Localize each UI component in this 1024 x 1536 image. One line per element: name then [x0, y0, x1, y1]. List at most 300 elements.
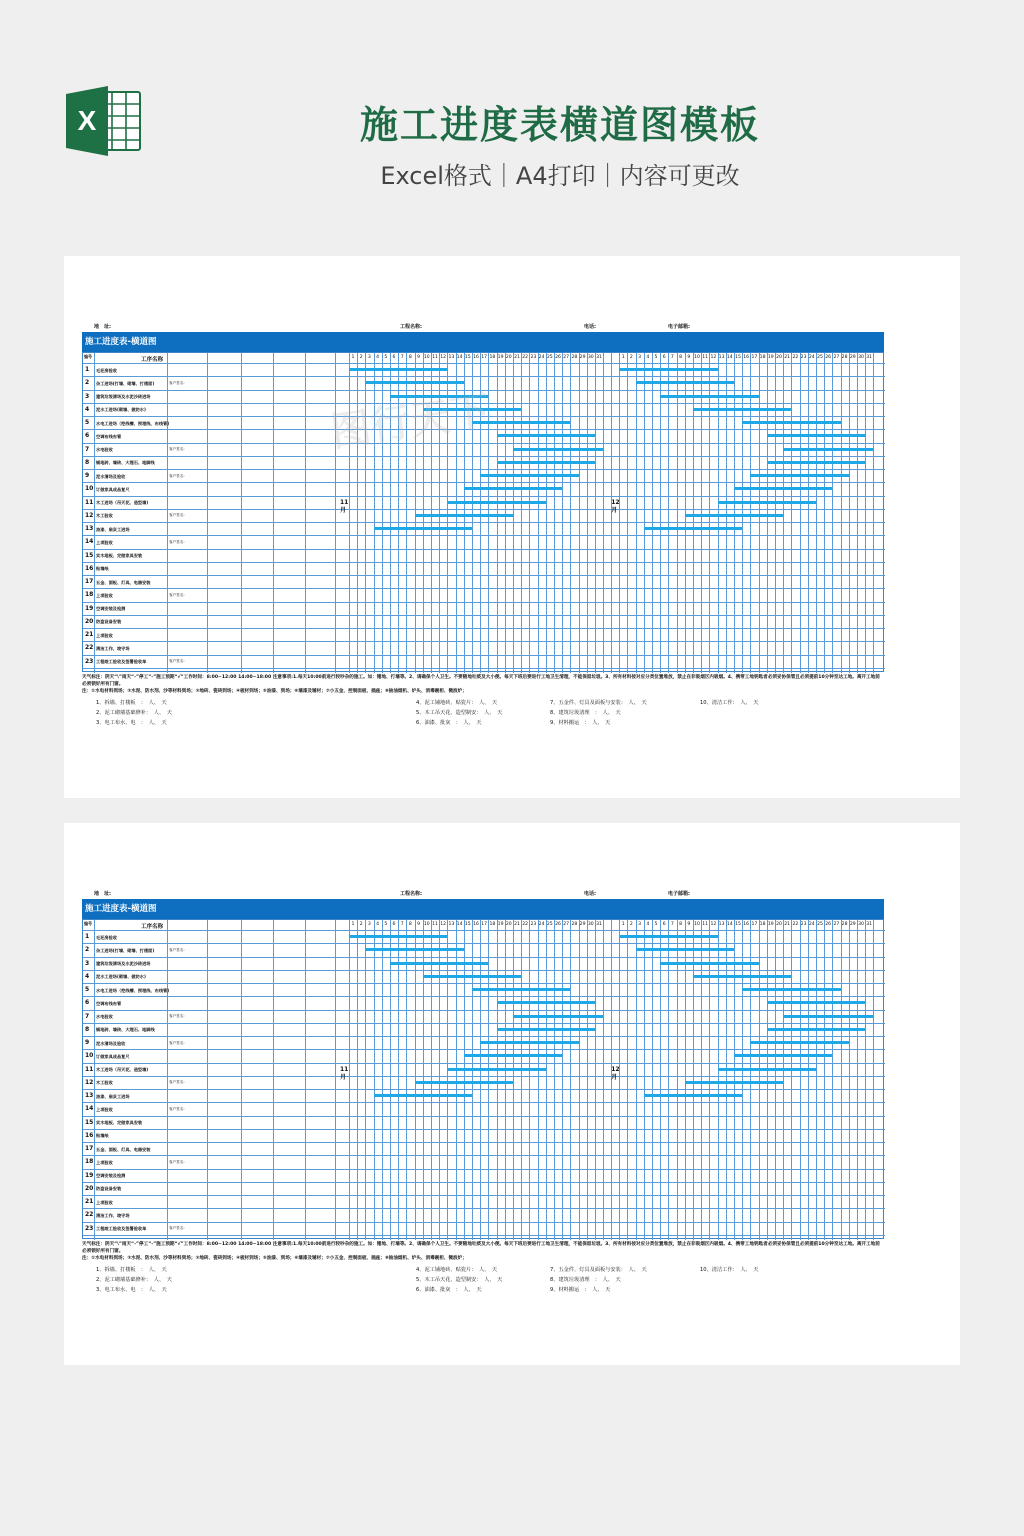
gantt-bar [660, 395, 758, 398]
row-number: 11 [85, 498, 94, 506]
row-number: 6 [85, 999, 90, 1007]
task-name: 工程竣工验收及签署验收单 [96, 1226, 147, 1232]
day-tick: 14 [456, 355, 463, 360]
day-tick: 24 [538, 355, 545, 360]
day-tick: 12 [440, 922, 447, 927]
grid-line [349, 920, 350, 1240]
grid-line [83, 1208, 885, 1209]
day-tick: 23 [800, 922, 807, 927]
grid-line [207, 353, 208, 673]
task-name: 泥水工进场(砌墙、做防水) [96, 974, 146, 980]
task-name: 空调安装及检测 [96, 1173, 126, 1179]
day-tick: 4 [646, 355, 650, 360]
sheet [82, 887, 884, 1294]
grid-line [83, 943, 885, 944]
day-tick: 10 [694, 922, 700, 927]
gantt-bar [767, 1001, 865, 1004]
note-line: 天气标注：阴天“\”雨天“-”停工“-”施工预期“√”工作时间：8:00~12:00 14:00~18:00 注意事项:1.每天10:00前进行较吵杂的施工。如：锤地、打墙等。2、请确保个人卫生。不要随地吐痰及大小便。每天下班后要进行工地卫生清理，不能保留垃圾。3、所有材料按对应分类位置堆放，禁止在非吸烟区内吸烟。4、携带工地钥匙者必须妥协保管且必须提前10分钟至达工地。离开工地前必须锁好所有门窗。 [82, 675, 880, 687]
meta-row [82, 320, 884, 332]
day-tick: 8 [408, 922, 412, 927]
client-sign: 客户签名: [169, 1040, 185, 1045]
grid-line [357, 920, 358, 1240]
row-number: 13 [85, 525, 94, 533]
client-sign: 客户签名: [169, 380, 185, 385]
grid-line [841, 920, 842, 1240]
grid-line [83, 376, 885, 377]
day-tick: 6 [662, 922, 666, 927]
grid-line [865, 353, 866, 673]
gantt-bar [497, 434, 595, 437]
month-label: 11月 [340, 1066, 349, 1081]
task-name: 杂工进场(打墙、砌墙、打楼面) [96, 947, 155, 953]
day-tick: 3 [638, 922, 642, 927]
grid-line [816, 920, 817, 1240]
gantt-bar [513, 448, 603, 451]
row-number: 5 [85, 986, 90, 994]
client-sign: 客户签名: [169, 1226, 185, 1231]
grid-line [83, 983, 885, 984]
gantt-bar [415, 514, 513, 517]
grid-line [241, 353, 242, 673]
day-tick: 18 [489, 355, 496, 360]
day-tick: 17 [751, 355, 758, 360]
grid-line [83, 1129, 885, 1130]
row-number: 15 [85, 1118, 94, 1126]
day-tick: 20 [505, 355, 512, 360]
gantt-bar [718, 501, 816, 504]
roster-item: 9、材料搬运 ： 人、 天 [550, 1287, 611, 1293]
grid-line [83, 957, 885, 958]
grid-line [832, 353, 833, 673]
meta-address: 地 址: [94, 324, 111, 330]
row-number: 18 [85, 591, 94, 599]
row-number: 21 [85, 631, 94, 639]
day-tick: 18 [759, 922, 766, 927]
grid-line [241, 920, 242, 1240]
grid-line [668, 920, 669, 1240]
task-name: 毛坯房验收 [96, 934, 117, 940]
day-tick: 7 [670, 355, 674, 360]
grid-line [865, 920, 866, 1240]
day-tick: 8 [679, 355, 683, 360]
gantt-bar [513, 1015, 603, 1018]
day-tick: 9 [417, 355, 421, 360]
day-tick: 5 [384, 922, 388, 927]
grid-line [83, 628, 885, 629]
day-tick: 28 [841, 355, 848, 360]
grid-line [652, 353, 653, 673]
grid-line [579, 920, 580, 1240]
roster-item: 3、电工布水、电 ： 人、 天 [96, 720, 167, 726]
gantt-bar [693, 975, 791, 978]
gantt-bar [447, 501, 545, 504]
gantt-bar [767, 1028, 865, 1031]
day-tick: 10 [423, 922, 430, 927]
row-number: 23 [85, 657, 94, 665]
row-number: 22 [85, 644, 94, 652]
grid-line [83, 668, 885, 669]
day-tick: 4 [376, 922, 380, 927]
grid-line [83, 1222, 885, 1223]
day-tick: 31 [596, 355, 602, 360]
page-header [0, 0, 1024, 256]
grid-line [83, 1142, 885, 1143]
col-no-header: 编号 [84, 921, 92, 926]
grid-line [83, 1116, 885, 1117]
day-tick: 24 [808, 355, 815, 360]
task-name: 订做家具成品复尺 [96, 486, 130, 492]
day-tick: 9 [417, 922, 421, 927]
client-sign: 客户签名: [169, 1014, 185, 1019]
gantt-bar [497, 1028, 595, 1031]
day-tick: 23 [530, 922, 537, 927]
grid-line [83, 1010, 885, 1011]
roster-item: 1、拆墙、打楼板 ： 人、 天 [96, 1267, 167, 1273]
day-tick: 6 [392, 355, 396, 360]
client-sign: 客户签名: [169, 513, 185, 518]
gantt-bar [693, 408, 791, 411]
meta-project: 工程名称: [400, 891, 422, 897]
day-tick: 25 [817, 922, 823, 927]
row-number: 14 [85, 1105, 94, 1113]
roster [82, 695, 884, 727]
row-number: 16 [85, 1131, 94, 1139]
grid-line [587, 920, 588, 1240]
grid-line [521, 920, 522, 1240]
task-name: 上项验收 [96, 539, 113, 545]
task-name: 水电验收 [96, 1014, 113, 1020]
grid-line [83, 615, 885, 616]
gantt-bar [497, 461, 595, 464]
grid-line [808, 353, 809, 673]
grid-line [808, 920, 809, 1240]
day-tick: 16 [743, 355, 750, 360]
client-sign: 客户签名: [169, 947, 185, 952]
task-name: 铺地砖、墙砖、大理石、地脚线 [96, 460, 155, 466]
day-tick: 13 [448, 355, 455, 360]
gantt-bar [685, 514, 783, 517]
grid-line [652, 920, 653, 1240]
day-tick: 9 [687, 922, 691, 927]
task-name: 订做家具成品复尺 [96, 1053, 130, 1059]
grid-line [83, 602, 885, 603]
day-tick: 28 [841, 922, 848, 927]
day-tick: 11 [432, 922, 438, 927]
task-name: 毛坯房验收 [96, 367, 117, 373]
gantt-bar [480, 474, 578, 477]
grid-line [816, 353, 817, 673]
grid-line [849, 920, 850, 1240]
gantt-bar [464, 1054, 562, 1057]
grid-line [83, 1089, 885, 1090]
grid-line [538, 353, 539, 673]
grid-line [644, 353, 645, 673]
grid-line [636, 920, 637, 1240]
task-name: 清洁工作、竣守场 [96, 645, 130, 651]
day-tick: 26 [555, 922, 561, 927]
gantt-bar [636, 948, 734, 951]
day-tick: 2 [359, 355, 363, 360]
day-tick: 11 [702, 355, 709, 360]
day-tick: 21 [784, 922, 791, 927]
day-tick: 15 [735, 355, 741, 360]
row-number: 17 [85, 1145, 94, 1153]
day-tick: 8 [679, 922, 683, 927]
row-number: 13 [85, 1092, 94, 1100]
roster-item: 10、清洁工作： 人、 天 [700, 1267, 759, 1273]
row-number: 7 [85, 445, 90, 453]
day-tick: 19 [497, 355, 504, 360]
row-number: 8 [85, 458, 90, 466]
grid-line [857, 920, 858, 1240]
client-sign: 客户签名: [169, 1106, 185, 1111]
gantt-bar [767, 461, 865, 464]
day-tick: 19 [767, 922, 774, 927]
day-tick: 13 [448, 922, 455, 927]
grid-line [603, 920, 604, 1240]
row-number: 8 [85, 1025, 90, 1033]
row-number: 19 [85, 604, 94, 612]
grid-line [83, 482, 885, 483]
grid-line [83, 496, 885, 497]
task-name: 贴墙纸 [96, 566, 109, 572]
day-tick: 18 [489, 922, 496, 927]
gantt-bar [464, 487, 562, 490]
grid-line [824, 920, 825, 1240]
task-name: 上项验收 [96, 1199, 113, 1205]
grid-line [83, 1063, 885, 1064]
grid-line [513, 353, 514, 673]
grid-line [83, 562, 885, 563]
day-tick: 17 [481, 355, 488, 360]
day-tick: 21 [514, 922, 520, 927]
day-tick: 25 [817, 355, 823, 360]
day-tick: 28 [571, 355, 578, 360]
day-tick: 27 [833, 355, 840, 360]
day-tick: 3 [367, 922, 371, 927]
roster-item: 6、油漆、批灰 ： 人、 天 [416, 720, 482, 726]
day-tick: 12 [710, 355, 717, 360]
gantt-grid [82, 919, 884, 1239]
day-tick: 16 [473, 355, 479, 360]
grid-line [83, 1036, 885, 1037]
gantt-bar [374, 527, 472, 530]
grid-line [207, 920, 208, 1240]
day-tick: 1 [621, 922, 625, 927]
grid-line [849, 353, 850, 673]
gantt-bar [718, 1068, 816, 1071]
grid-line [305, 353, 306, 673]
day-tick: 4 [376, 355, 380, 360]
grid-line [546, 920, 547, 1240]
grid-line [538, 920, 539, 1240]
task-name: 杂工进场(打墙、砌墙、打楼面) [96, 380, 155, 386]
grid-line [83, 509, 885, 510]
row-number: 2 [85, 379, 90, 387]
meta-email: 电子邮箱: [668, 324, 690, 330]
day-tick: 22 [522, 922, 529, 927]
roster-item: 5、木工吊天花、造型制安： 人、 天 [416, 710, 503, 716]
grid-line [335, 920, 336, 1240]
day-tick: 12 [440, 355, 447, 360]
roster-item: 3、电工布水、电 ： 人、 天 [96, 1287, 167, 1293]
day-tick: 29 [849, 355, 856, 360]
day-tick: 1 [621, 355, 625, 360]
meta-row [82, 887, 884, 899]
grid-line [644, 920, 645, 1240]
grid-line [627, 920, 628, 1240]
page-subtitle: Excel格式｜A4打印｜内容可更改 [380, 162, 740, 190]
task-name: 实木地板、定做家具安装 [96, 1120, 143, 1126]
note-line: 注：①水电材料到场；②水泥、防水剂、沙等材料到场；③地砖、瓷砖到场；④板材到场；⑤油漆、到场；⑥墙漆及辅材；⑦小五金、控制面板、插座；⑧抽油烟机、炉头、消毒碗柜、微波炉； [82, 1256, 467, 1261]
day-tick: 23 [530, 355, 537, 360]
roster-item: 9、材料搬运 ： 人、 天 [550, 720, 611, 726]
grid-line [94, 920, 95, 1240]
day-tick: 15 [735, 922, 741, 927]
row-number: 1 [85, 366, 90, 373]
grid-line [83, 363, 885, 364]
month-label: 12月 [611, 1066, 620, 1081]
grid-line [554, 353, 555, 673]
gantt-bar [685, 1081, 783, 1084]
gantt-bar [619, 935, 717, 938]
grid-line [83, 535, 885, 536]
grid-line [83, 1169, 885, 1170]
row-number: 3 [85, 959, 90, 967]
task-name: 五金、面板、灯具、电器安装 [96, 1146, 151, 1152]
day-tick: 6 [392, 922, 396, 927]
day-tick: 20 [505, 922, 512, 927]
row-number: 14 [85, 538, 94, 546]
row-number: 5 [85, 419, 90, 427]
grid-line [305, 920, 306, 1240]
day-tick: 19 [767, 355, 774, 360]
day-tick: 27 [563, 355, 570, 360]
row-number: 21 [85, 1198, 94, 1206]
task-name: 木工进场（吊天花、造型墙) [96, 1067, 149, 1073]
grid-line [83, 641, 885, 642]
day-tick: 11 [702, 922, 709, 927]
grid-line [619, 920, 620, 1240]
roster-item: 7、五金件、灯具及面板与安装： 人、 天 [550, 700, 647, 706]
day-tick: 22 [792, 922, 799, 927]
row-number: 16 [85, 564, 94, 572]
row-number: 7 [85, 1012, 90, 1020]
row-number: 19 [85, 1171, 94, 1179]
day-tick: 7 [400, 922, 404, 927]
row-number: 1 [85, 933, 90, 940]
day-tick: 28 [571, 922, 578, 927]
meta-phone: 电话: [584, 324, 596, 330]
grid-line [83, 549, 885, 550]
day-tick: 2 [359, 922, 363, 927]
grid-line [374, 920, 375, 1240]
day-tick: 30 [587, 922, 594, 927]
day-tick: 14 [726, 355, 733, 360]
grid-line [529, 920, 530, 1240]
grid-line [83, 996, 885, 997]
sheet-panel-2 [64, 823, 960, 1365]
gantt-bar [660, 962, 758, 965]
client-sign: 客户签名: [169, 539, 185, 544]
task-name: 上项验收 [96, 592, 113, 598]
gantt-bar [415, 1081, 513, 1084]
roster-item: 8、建筑垃圾清理 ： 人、 天 [550, 710, 621, 716]
task-name: 上项验收 [96, 1159, 113, 1165]
row-number: 20 [85, 617, 94, 625]
gantt-bar [783, 1015, 873, 1018]
note-line: 注：①水电材料到场；②水泥、防水剂、沙等材料到场；③地砖、瓷砖到场；④板材到场；⑤油漆、到场；⑥墙漆及辅材；⑦小五金、控制面板、插座；⑧抽油烟机、炉头、消毒碗柜、微波炉； [82, 689, 467, 694]
gantt-bar [447, 1068, 545, 1071]
task-name: 上项验收 [96, 632, 113, 638]
row-number: 12 [85, 1078, 94, 1086]
grid-line [546, 353, 547, 673]
grid-line [398, 920, 399, 1240]
day-tick: 4 [646, 922, 650, 927]
task-name: 木工验收 [96, 513, 113, 519]
day-tick: 1 [351, 355, 355, 360]
row-number: 23 [85, 1224, 94, 1232]
day-tick: 16 [473, 922, 479, 927]
gantt-bar [734, 1054, 832, 1057]
excel-icon [66, 86, 142, 156]
grid-line [83, 443, 885, 444]
month-label: 12月 [611, 499, 620, 514]
grid-line [832, 920, 833, 1240]
grid-line [677, 353, 678, 673]
task-name: 油漆、扇灰工进场 [96, 526, 130, 532]
task-name: 空调布线布管 [96, 1000, 122, 1006]
day-tick: 2 [629, 355, 633, 360]
notes [82, 674, 884, 695]
grid-line [783, 353, 784, 673]
task-name: 泥水清场及验收 [96, 473, 126, 479]
row-number: 17 [85, 578, 94, 586]
grid-line [636, 353, 637, 673]
task-name: 水电验收 [96, 447, 113, 453]
day-tick: 13 [718, 922, 725, 927]
task-name: 建筑垃圾清场及水泥沙砖进场 [96, 961, 151, 967]
row-number: 9 [85, 472, 90, 480]
day-tick: 31 [866, 922, 873, 927]
roster-item: 4、泥工铺地砖、贴瓷片： 人、 天 [416, 1267, 498, 1273]
sheet-banner: 施工进度表-横道图 [82, 899, 884, 919]
grid-line [273, 353, 274, 673]
day-tick: 31 [866, 355, 873, 360]
row-number: 15 [85, 551, 94, 559]
day-tick: 9 [687, 355, 691, 360]
day-tick: 29 [579, 355, 586, 360]
grid-line [390, 920, 391, 1240]
task-name: 工程竣工验收及签署验收单 [96, 659, 147, 665]
notes [82, 1241, 884, 1262]
gantt-bar [480, 1041, 578, 1044]
roster-item: 2、泥工砌墙基础修补： 人、 天 [96, 1277, 172, 1283]
day-tick: 30 [858, 922, 864, 927]
meta-address: 地 址: [94, 891, 111, 897]
grid-line [873, 920, 874, 1240]
gantt-bar [644, 527, 742, 530]
row-number: 9 [85, 1039, 90, 1047]
grid-line [83, 970, 885, 971]
task-name: 五金、面板、灯具、电器安装 [96, 579, 151, 585]
day-tick: 2 [629, 922, 633, 927]
client-sign: 客户签名: [169, 1080, 185, 1085]
grid-line [570, 353, 571, 673]
sheet-banner: 施工进度表-横道图 [82, 332, 884, 352]
day-tick: 17 [481, 922, 488, 927]
gantt-bar [734, 487, 832, 490]
